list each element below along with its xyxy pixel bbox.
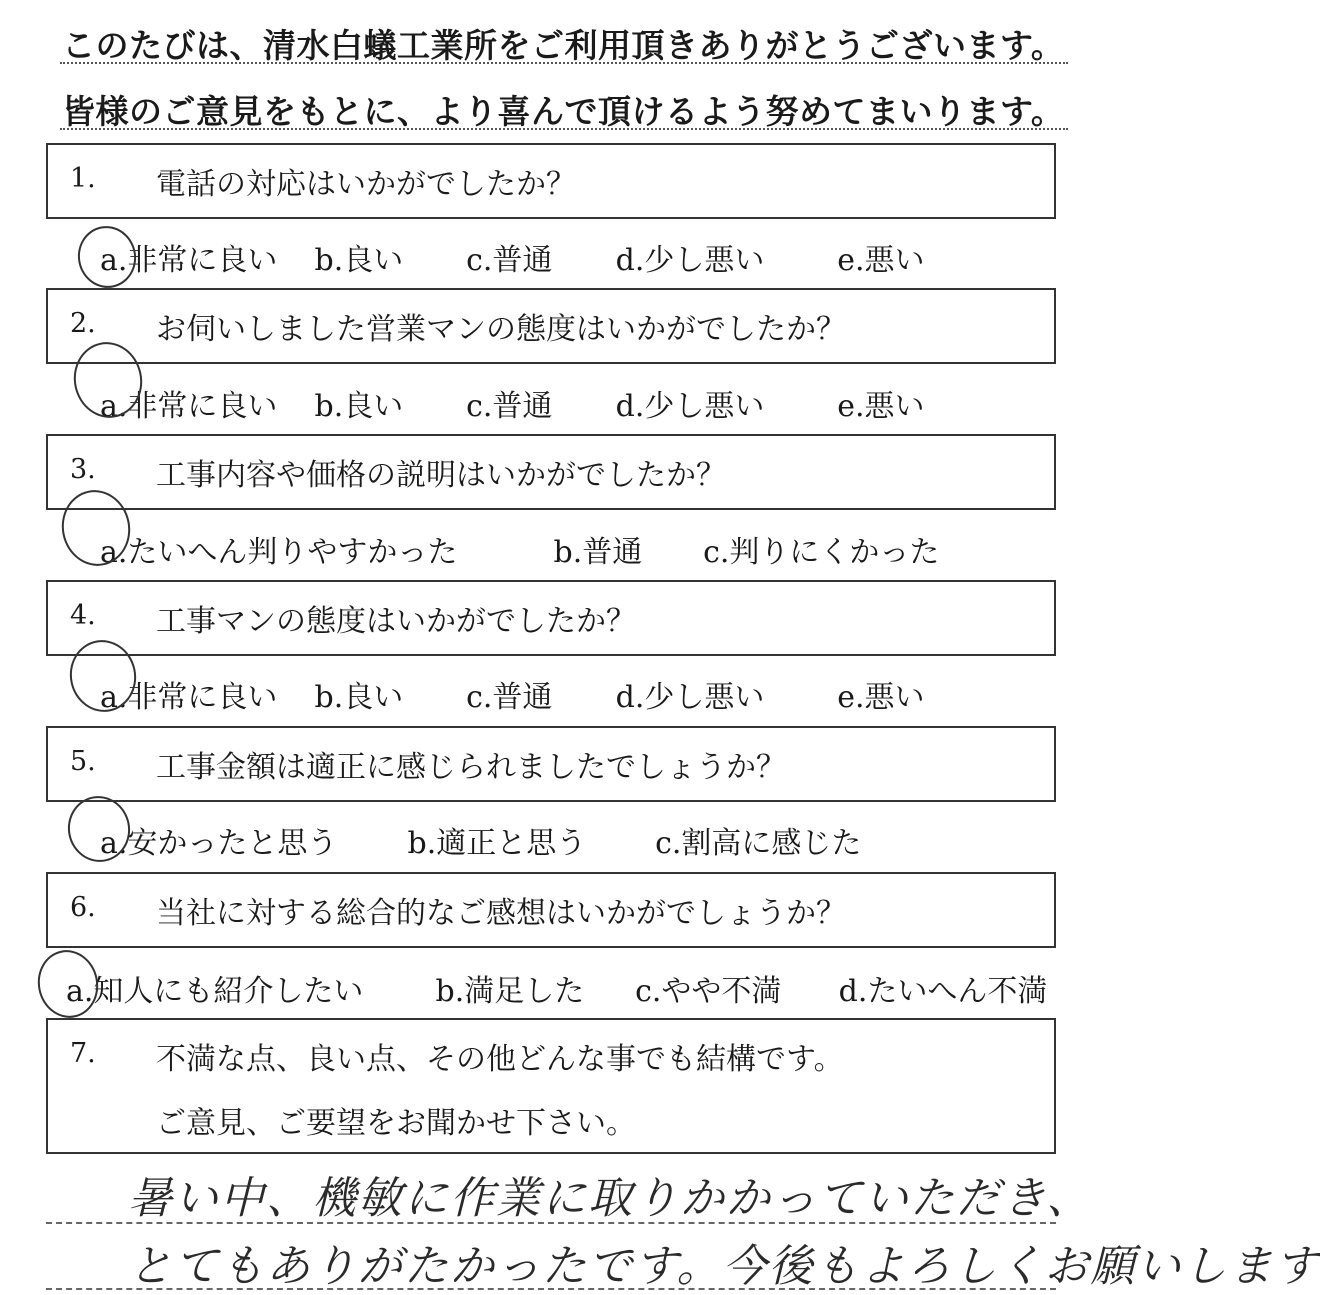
question-3-text: 工事内容や価格の説明はいかがでしたか？ bbox=[156, 458, 726, 493]
q4-option-a[interactable]: a.非常に良い bbox=[100, 680, 278, 715]
q4-option-b[interactable]: b.良い bbox=[314, 680, 404, 715]
q3-option-b[interactable]: b.普通 bbox=[553, 535, 643, 570]
q2-option-e[interactable]: e.悪い bbox=[837, 389, 925, 424]
q1-option-d[interactable]: d.少し悪い bbox=[615, 243, 765, 278]
question-2-options bbox=[100, 381, 924, 425]
q6-option-a[interactable]: a.知人にも紹介したい bbox=[66, 974, 364, 1009]
header-line-2: 皆様のご意見をもとに、より喜んで頂けるよう努めてまいります。 bbox=[62, 92, 1065, 131]
q6-option-c[interactable]: c.やや不満 bbox=[635, 974, 782, 1009]
question-1-number: 1. bbox=[70, 163, 96, 194]
question-2-number: 2. bbox=[70, 308, 96, 339]
q3-option-a[interactable]: a.たいへん判りやすかった bbox=[100, 535, 458, 570]
question-7-text: 不満な点、良い点、その他どんな事でも結構です。 bbox=[156, 1042, 844, 1077]
question-1-options bbox=[100, 235, 924, 279]
question-6-text: 当社に対する総合的なご感想はいかがでしょうか？ bbox=[156, 896, 846, 931]
question-1-text: 電話の対応はいかがでしたか？ bbox=[156, 167, 576, 202]
q1-option-a[interactable]: a.非常に良い bbox=[100, 243, 278, 278]
comment-line-2: とてもありがたかったです。今後もよろしくお願いします bbox=[128, 1241, 1320, 1292]
question-7-number: 7. bbox=[70, 1038, 96, 1069]
header-line-1: このたびは、清水白蟻工業所をご利用頂きありがとうございます。 bbox=[62, 26, 1065, 65]
q4-option-e[interactable]: e.悪い bbox=[837, 680, 925, 715]
question-3-box bbox=[46, 434, 1056, 510]
q5-option-c[interactable]: c.割高に感じた bbox=[655, 826, 862, 861]
question-1-box bbox=[46, 143, 1056, 219]
header-rule-2 bbox=[60, 128, 1068, 130]
question-7-text-line-2: ご意見、ご要望をお聞かせ下さい。 bbox=[156, 1106, 636, 1141]
question-5-options bbox=[100, 818, 861, 862]
question-5-box bbox=[46, 726, 1056, 802]
q1-option-b[interactable]: b.良い bbox=[314, 243, 404, 278]
q2-option-c[interactable]: c.普通 bbox=[466, 389, 553, 424]
q4-option-c[interactable]: c.普通 bbox=[466, 680, 553, 715]
header-rule-1 bbox=[60, 62, 1068, 64]
q6-option-d[interactable]: d.たいへん不満 bbox=[838, 974, 1048, 1009]
question-6-options bbox=[66, 966, 1047, 1010]
question-4-options bbox=[100, 672, 924, 716]
q1-selected-circle-mark bbox=[72, 221, 142, 294]
question-5-number: 5. bbox=[70, 746, 96, 777]
question-3-options bbox=[100, 527, 939, 571]
question-2-box bbox=[46, 288, 1056, 364]
q2-option-a[interactable]: a.非常に良い bbox=[100, 389, 278, 424]
q5-option-b[interactable]: b.適正と思う bbox=[407, 826, 587, 861]
comment-rule-1 bbox=[46, 1222, 1056, 1224]
q4-option-d[interactable]: d.少し悪い bbox=[615, 680, 765, 715]
question-4-number: 4. bbox=[70, 600, 96, 631]
q6-option-b[interactable]: b.満足した bbox=[435, 974, 585, 1009]
comment-rule-2 bbox=[46, 1288, 1056, 1290]
question-6-box bbox=[46, 872, 1056, 948]
question-5-text: 工事金額は適正に感じられましたでしょうか？ bbox=[156, 750, 786, 785]
q6-selected-circle-mark bbox=[32, 945, 105, 1024]
question-4-text: 工事マンの態度はいかがでしたか？ bbox=[156, 604, 636, 639]
q3-option-c[interactable]: c.判りにくかった bbox=[703, 535, 940, 570]
question-7-box bbox=[46, 1018, 1056, 1154]
comment-line-1: 暑い中、機敏に作業に取りかかっていただき、 bbox=[128, 1173, 1093, 1224]
q5-option-a[interactable]: a.安かったと思う bbox=[100, 826, 338, 861]
question-6-number: 6. bbox=[70, 892, 96, 923]
question-2-text: お伺いしました営業マンの態度はいかがでしたか？ bbox=[156, 312, 846, 347]
q1-option-e[interactable]: e.悪い bbox=[837, 243, 925, 278]
q1-option-c[interactable]: c.普通 bbox=[466, 243, 553, 278]
q2-option-b[interactable]: b.良い bbox=[314, 389, 404, 424]
question-3-number: 3. bbox=[70, 454, 96, 485]
question-4-box bbox=[46, 580, 1056, 656]
q2-option-d[interactable]: d.少し悪い bbox=[615, 389, 765, 424]
